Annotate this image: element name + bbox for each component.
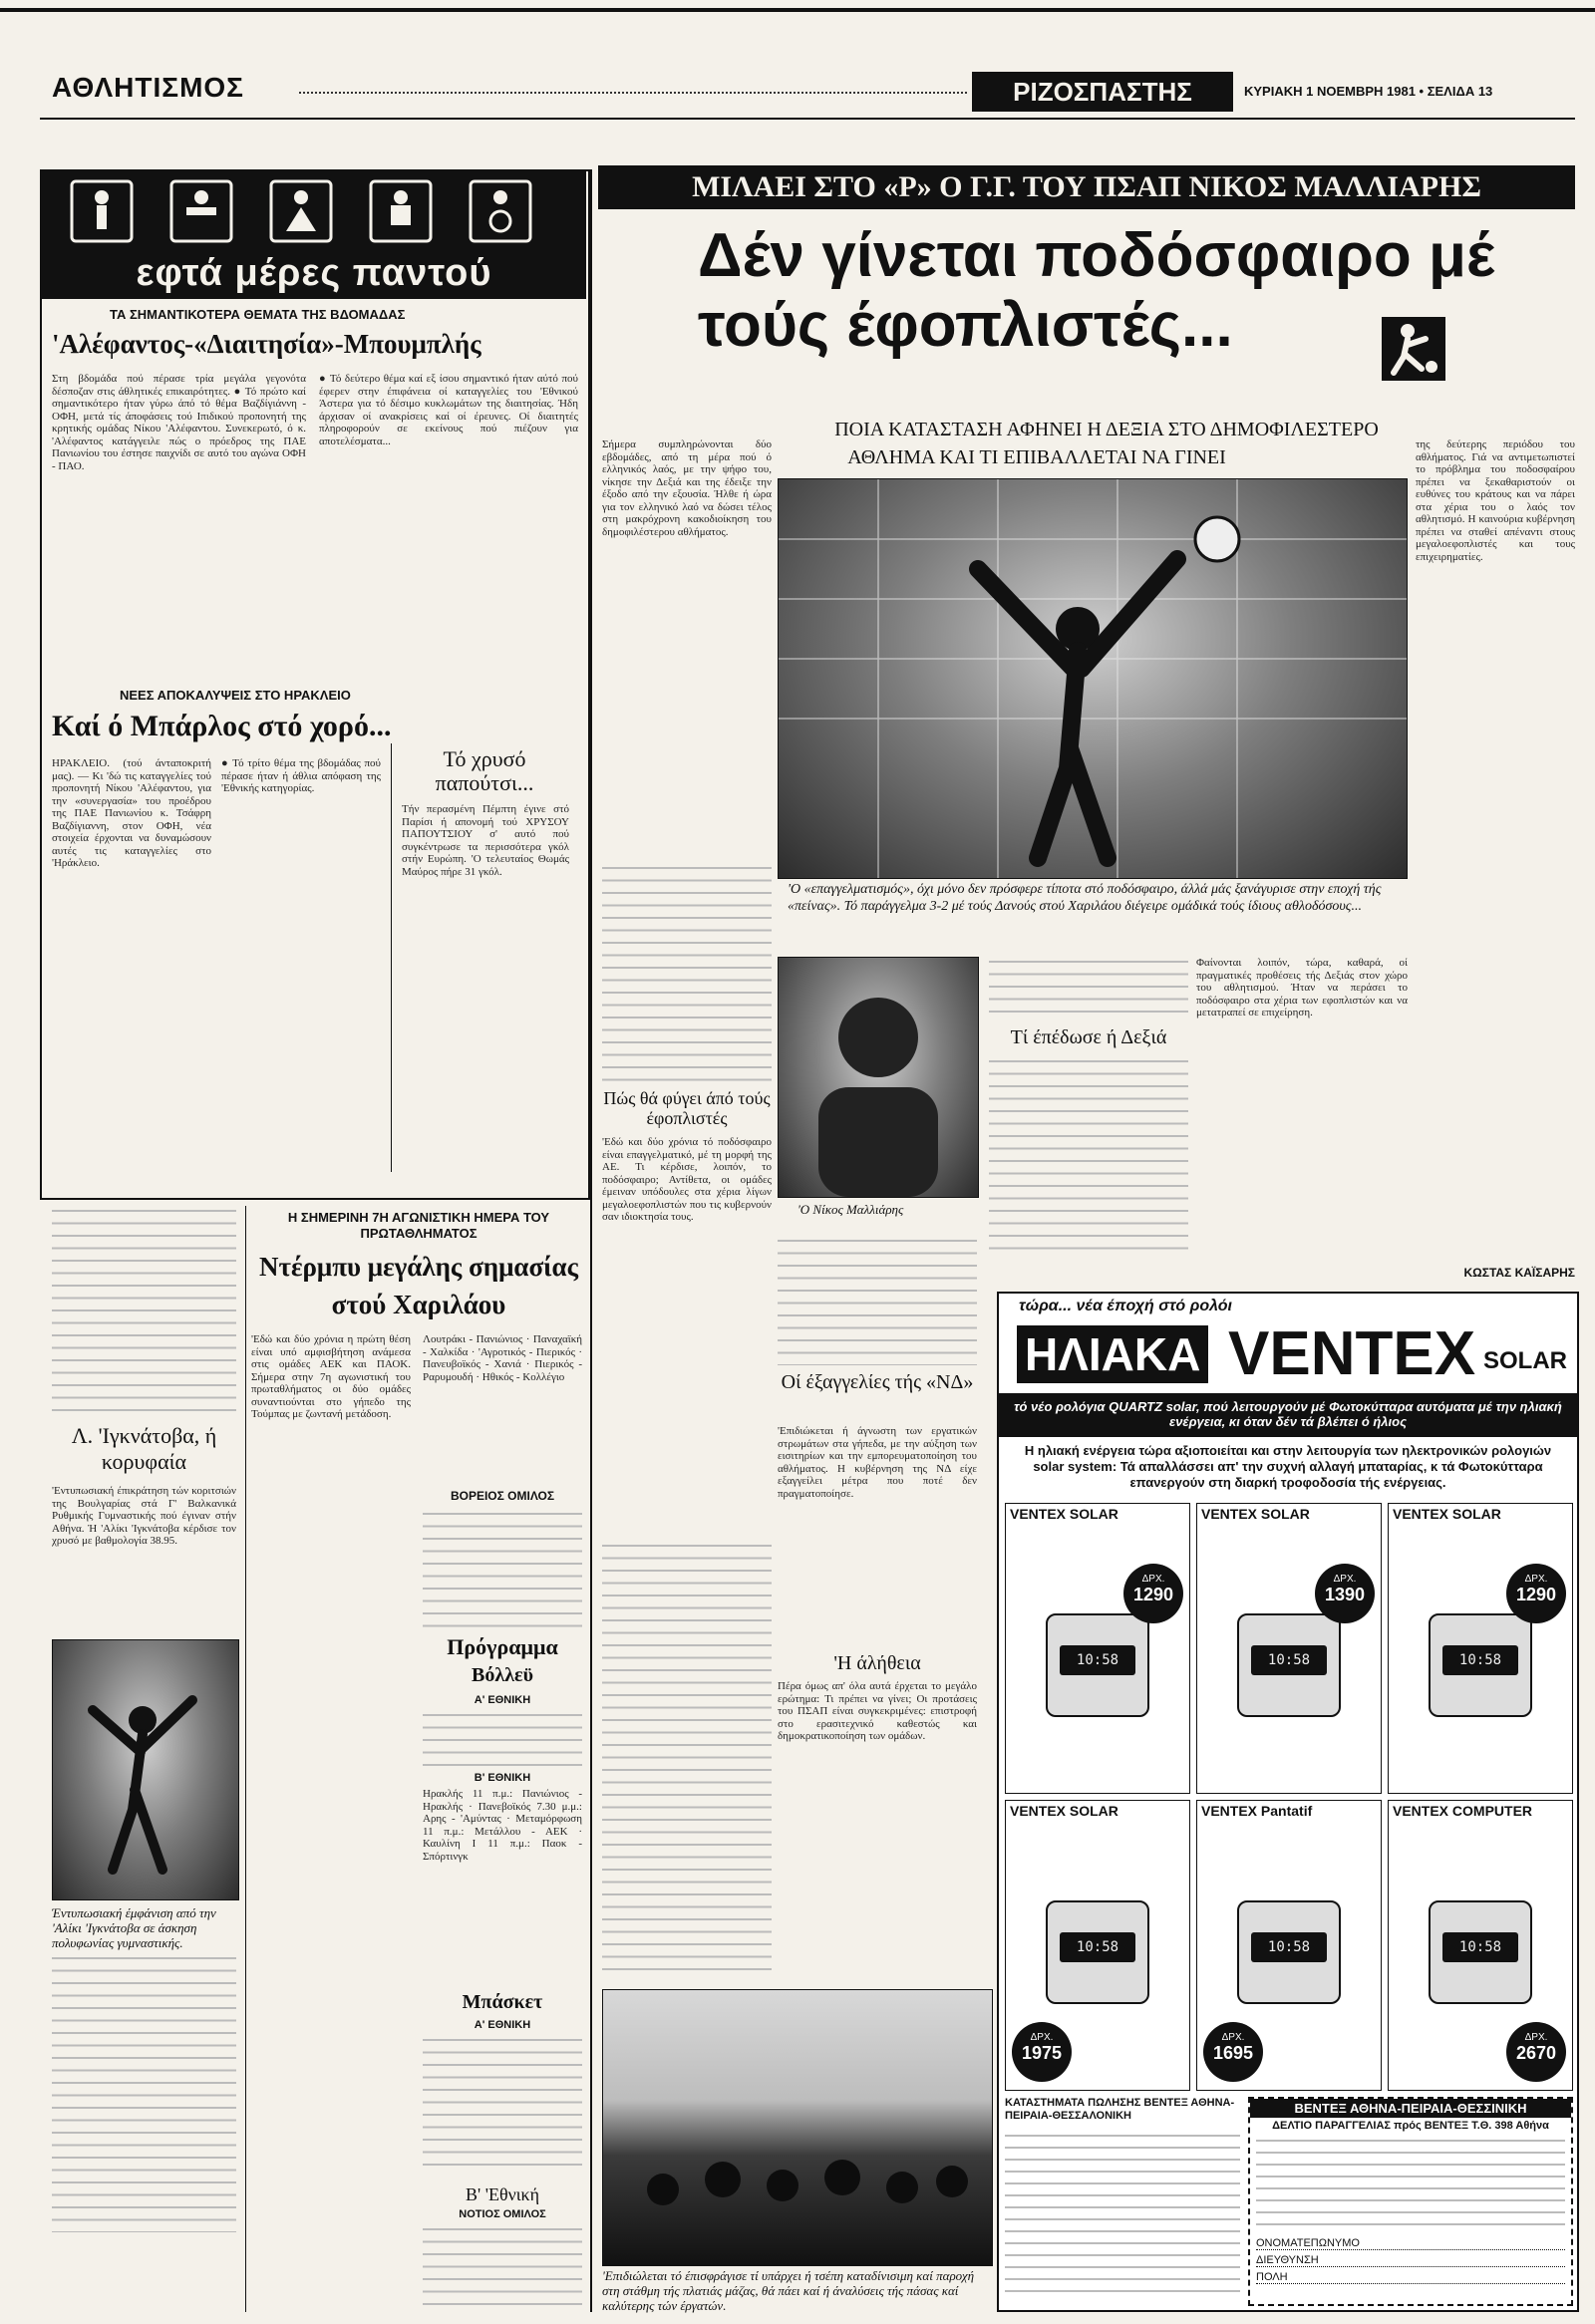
goalkeeper-photo — [778, 478, 1408, 879]
southern-group-title: ΝΟΤΙΟΣ ΟΜΙΛΟΣ — [459, 2208, 546, 2220]
watch-6-currency: ΔΡΧ. — [1524, 2032, 1548, 2043]
q3-body: 'Επιδιώκεται ή άγνωστη των εργατικών στρωμάτων στα γήπεδα, με την αύξηση των εισιτηρίων και την εμπορευματοποίηση του αθλήματος. Η κυβέρνηση της ΝΔ είχε εξαγγείλει μέτρα που ποτέ δεν πραγματοποίησε. — [778, 1425, 977, 1500]
ignatova-body: 'Εντυπωσιακή έπικράτηση τών κοριτσιών της Βουλγαρίας στά Γ' Βαλκανικά Ρυθμικής Γυμναστικής πού έγιναν στήν Αθήνα. Ή 'Αλίκι 'Ιγκνάτοβα κέρδισε τον χρυσό με βαθμολογία 38.95. — [52, 1485, 236, 1547]
heraklion-body-col1: ΗΡΑΚΛΕΙΟ. (τού άνταποκριτή μας). — Κι 'δώ τις καταγγελίες τού προπονητή Νίκου 'Αλέφαντου, για την «συνεργασία» του προέδρου της ΠΑΕ Πανιωνίου κ. Τσάφρη Βαζδίγιαννη, στον ΟΦΗ, νέα στοιχεία έρχονται να δυναμώσουν αυτές τις καταγγελίες στο 'Ηράκλειο. — [52, 757, 211, 869]
watch-5-currency: ΔΡΧ. — [1221, 2032, 1245, 2043]
watch-3-amount: 1290 — [1515, 1585, 1557, 1604]
volley-games-a — [423, 1710, 582, 1766]
watch-2-price — [1315, 1564, 1375, 1623]
author-signature: ΚΩΣΤΑΣ ΚΑΪΣΑΡΗΣ — [1463, 1266, 1575, 1280]
section-title: ΑΘΛΗΤΙΣΜΟΣ — [52, 72, 244, 103]
weekly-body-col1: Στη βδομάδα πού πέρασε τρία μεγάλα γεγονότα δέσποζαν στις άθλητικές επικαιρότητες. ● Τό πρώτο καί σημαντικότερο ήταν γύρω άπό τό θέμα Βαζδίγιάννη - ΟΦΗ, μετά τίς άποφάσεις τού Ιπιδικού προπονητή της κρητικής ομάδας Νίκου 'Αλέφαντου. Συνεκερωτό, ό κ. 'Αλέφαντος κατάγγειλε πώς ο πρόεδρος της ΠΑΕ Πανιωνίου του έστησε παιχνίδι σε αυτό του αγώνα ΟΦΗ - ΠΑΟ. — [52, 373, 306, 472]
q2-body-more — [989, 1056, 1188, 1256]
ignatova-caption: Έντυπωσιακή έμφάνιση από την 'Αλίκι 'Ιγκνάτοβα σε άσκηση πολυφωνίας γυμναστικής. — [52, 1905, 216, 1950]
watch-4-image — [1046, 1900, 1149, 2004]
crowd-icon — [603, 1990, 992, 2265]
volley-games-b: Ηρακλής 11 π.μ.: Πανιώνιος - Ηρακλής · Πανεβοϊκός 7.30 μ.μ.: Αρης - 'Αμύντας · Μεταμόρφωση 11 π.μ.: Μετάλλου - ΑΕΚ · Καυλίνη Ι 11 π.μ.: Παοκ - Σπόρτινγκ — [423, 1788, 582, 1863]
heraklion-headline: Καί ό Μπάρλος στό χορό... — [52, 710, 392, 742]
northern-group-title: ΒΟΡΕΙΟΣ ΟΜΙΛΟΣ — [450, 1489, 555, 1503]
ad-subline: Η ηλιακή ενέργεια τώρα αξιοποιείται και στην λειτουργία των ηλεκτρονικών ρολογιών solar system: Τά απαλλάσσει απ' την συχνή αλλαγή μπαταρίας, κ τά Φωτοκύτταρα επανεργούν στη διαρκή τροφοδοσία τής ενέργειας. — [1024, 1443, 1552, 1490]
basketball-title: Μπάσκετ — [462, 1991, 543, 2013]
sports-pictogram-banner — [42, 171, 586, 251]
watch-2-currency: ΔΡΧ. — [1333, 1574, 1357, 1585]
goalkeeper-icon — [779, 479, 1407, 878]
basketball-league-a: Α' ΕΘΝΙΚΗ — [474, 2019, 531, 2031]
main-col1 — [602, 863, 772, 1082]
weekly-body-col2: ● Τό δεύτερο θέμα καί εξ ίσου σημαντικό ήταν αύτό πού έφερεν στην έπιφάνεια οί καταγγελίες του 'Εθνικού Άστερα για τό δέσιμο κυκλωμάτων της διαιτησίας. Ήδη άρχισαν οί ανακρίσεις καί οί έρευνες. Οί διαιτητές πληροφορούν σε εκείνους πού πιέζουν για αποτελέσματα... — [319, 373, 578, 447]
q2-body: Φαίνονται λοιπόν, τώρα, καθαρά, οί πραγματικές προθέσεις τής Δεξιάς στον χώρο του αθλητισμού. Ήταν να περάσει το ποδόσφαιρο στα χέρια των εφοπλιστών και να μετατραπεί σε επιχείρηση. — [1196, 957, 1408, 1018]
football-player-icon — [1382, 317, 1445, 381]
main-col3 — [778, 1236, 977, 1365]
southern-group-games — [423, 2224, 582, 2312]
ignatova-body-more — [52, 1953, 236, 2232]
basketball-league-b: Β' 'Εθνική — [465, 2184, 540, 2204]
goalkeeper-caption: 'Ο «επαγγελματισμός», όχι μόνο δεν πρόσφερε τίποτα στό ποδόσφαιρο, άλλά μάς ξανάγυρισε στην εποχή τής «πείνας». Τό παράγγελμα 3-2 μέ τούς Δανούς στού Χαριλάου διέγειρε ομάδικά τούς ίδιους αθλοδόσους... — [788, 882, 1382, 914]
basketball-games-a — [423, 2035, 582, 2175]
sports-pictograms-icon — [42, 171, 586, 251]
order-address-label: ΔΙΕΥΘΥΝΣΗ — [1256, 2254, 1319, 2266]
banner-title-text: εφτά μέρες παντού — [136, 252, 492, 294]
watch-1-currency: ΔΡΧ. — [1141, 1574, 1165, 1585]
watch-2-amount: 1390 — [1324, 1585, 1366, 1604]
derby-fixtures: Λουτράκι - Πανιώνιος · Παναχαϊκή - Χαλκίδα · 'Αγροτικός - Πιερικός · Πανευβοϊκός - Χανιά · Πιερικός - Ραρυμουδή · Ηθικός - Κολλέγιο — [423, 1333, 582, 1383]
interview-kicker: ΜΙΛΑΕΙ ΣΤΟ «Ρ» Ο Γ.Γ. ΤΟΥ ΠΣΑΠ ΝΙΚΟΣ ΜΑΛΛΙΑΡΗΣ — [598, 165, 1575, 209]
volley-league-b: Β' ΕΘΝΙΚΗ — [474, 1772, 531, 1784]
main-col1-more — [602, 1541, 772, 1979]
dealers-title: ΚΑΤΑΣΤΗΜΑΤΑ ΠΩΛΗΣΗΣ ΒΕΝΤΕΞ ΑΘΗΝΑ-ΠΕΙΡΑΙΑ-ΘΕΣΣΑΛΟΝΙΚΗ — [1005, 2097, 1235, 2122]
order-city-label: ΠΟΛΗ — [1256, 2271, 1288, 2283]
derby-overline: Η ΣΗΜΕΡΙΝΗ 7Η ΑΓΩΝΙΣΤΙΚΗ ΗΜΕΡΑ ΤΟΥ ΠΡΩΤΑΘΛΗΜΑΤΟΣ — [287, 1210, 550, 1241]
watch-6-amount: 2670 — [1515, 2043, 1557, 2063]
q1-body: 'Εδώ και δύο χρόνια τό ποδόσφαιρο είναι επαγγελματικό, μέ τη μορφή της ΑΕ. Τι κέρδισε, λοιπόν, το ποδόσφαιρο; Αντίθετα, οι ομάδες έμειναν υπόδουλες στα χέρια λίγων μεγαλοεφοπλιστών που τις κυβερνούν σαν ιδιοκτησία τους. — [602, 1136, 772, 1223]
q2-title: Τί έπέδωσε ή Δεξιά — [1010, 1026, 1167, 1048]
ad-brand-suffix: SOLAR — [1483, 1347, 1567, 1374]
main-deck-1: ΠΟΙΑ ΚΑΤΑΣΤΑΣΗ ΑΦΗΝΕΙ Η ΔΕΞΙΑ ΣΤΟ ΔΗΜΟΦΙΛΕΣΤΕΡΟ — [834, 419, 1379, 440]
watch-1-price — [1123, 1564, 1183, 1623]
order-name-label: ΟΝΟΜΑΤΕΠΩΝΥΜΟ — [1256, 2237, 1360, 2249]
order-subtitle: ΔΕΛΤΙΟ ΠΑΡΑΓΓΕΛΙΑΣ πρός ΒΕΝΤΕΞ Τ.Θ. 398 Αθήνα — [1272, 2120, 1549, 2132]
watch-4-label: VENTEX SOLAR — [1010, 1803, 1118, 1819]
watch-card-6 — [1388, 1800, 1573, 2091]
watch-5-display: 10:58 — [1251, 1932, 1327, 1962]
main-col2 — [989, 957, 1188, 1017]
weekly-overline: ΤΑ ΣΗΜΑΝΤΙΚΟΤΕΡΑ ΘΕΜΑΤΑ ΤΗΣ ΒΔΟΜΑΔΑΣ — [110, 307, 406, 322]
order-address-field[interactable] — [1256, 2254, 1565, 2267]
q4-body: Πέρα όμως απ' όλα αυτά έρχεται το μεγάλο ερώτημα: Τι πρέπει να γίνει; Οι προτάσεις του ΠΣΑΠ είναι συγκεκριμένες: επιστροφή στο ερασιτεχνικό καθεστώς και δημοκρατικοποίηση των ομάδων. — [778, 1680, 977, 1742]
watch-6-price — [1506, 2022, 1566, 2082]
golden-boot-body: Τήν περασμένη Πέμπτη έγινε στό Παρίσι ή απονομή τού ΧΡΥΣΟΥ ΠΑΠΟΥΤΣΙΟΥ σ' αυτό πού συγκέντρωσε τα περισσότερα γκόλ στήν Ευρώπη. 'Ο τελευταίος Θωμάς Μαύρος πήρε 31 γκόλ. — [402, 803, 569, 878]
watch-2-image — [1237, 1613, 1341, 1717]
heraklion-overline: ΝΕΕΣ ΑΠΟΚΑΛΥΨΕΙΣ ΣΤΟ ΗΡΑΚΛΕΙΟ — [120, 688, 351, 703]
watch-card-2 — [1196, 1503, 1382, 1794]
ventex-ad — [997, 1292, 1579, 2312]
watch-2-display: 10:58 — [1251, 1645, 1327, 1675]
q4-title: 'Η άλήθεια — [833, 1652, 921, 1674]
header-dotted-rule — [299, 92, 967, 94]
watch-6-display: 10:58 — [1442, 1932, 1518, 1962]
volley-league-a: Α' ΕΘΝΙΚΗ — [474, 1694, 531, 1706]
order-lines — [1256, 2136, 1565, 2235]
person-icon — [779, 958, 978, 1197]
order-coupon[interactable] — [1248, 2097, 1573, 2306]
heraklion-body-col2: ● Τό τρίτο θέμα της βδομάδας πού πέρασε ήταν ή άθλια απόφαση της 'Εθνικής κατηγορίας. — [221, 757, 381, 794]
program-title: Πρόγραμμα — [447, 1634, 558, 1659]
watch-3-price — [1506, 1564, 1566, 1623]
main-headline-text: Δέν γίνεται ποδόσφαιρο μέ τούς έφοπλιστές... — [698, 221, 1494, 360]
watch-1-image — [1046, 1613, 1149, 1717]
q1-title: Πώς θά φύγει άπό τούς έφοπλιστές — [603, 1088, 771, 1128]
order-title: ΒΕΝΤΕΞ ΑΘΗΝΑ-ΠΕΙΡΑΙΑ-ΘΕΣΣΙΝΙΚΗ — [1250, 2099, 1571, 2118]
golden-boot-title: Τό χρυσό παπούτσι... — [435, 746, 534, 795]
ad-brand: VENTEX — [1228, 1319, 1476, 1388]
watch-4-display: 10:58 — [1060, 1932, 1135, 1962]
main-deck-2: ΑΘΛΗΜΑ ΚΑΙ ΤΙ ΕΠΙΒΑΛΛΕΤΑΙ ΝΑ ΓΙΝΕΙ — [847, 446, 1226, 468]
watch-1-label: VENTEX SOLAR — [1010, 1506, 1118, 1522]
derby-body: 'Εδώ και δύο χρόνια η πρώτη θέση είναι υπό αμφισβήτηση ανάμεσα στις ομάδες ΑΕΚ και ΠΑΟΚ. Σήμερα στην 7η αγωνιστική του πρωταθλήματος οι δύο ομάδες συναντιούνται στο γήπεδο της Τούμπας με ζωντανή μετάδοση. — [251, 1333, 411, 1420]
watch-4-amount: 1975 — [1021, 2043, 1063, 2063]
watch-card-1 — [1005, 1503, 1190, 1794]
watch-card-5 — [1196, 1800, 1382, 2091]
q3-title: Οί έξαγγελίες τής «ΝΔ» — [781, 1371, 974, 1393]
watch-5-image — [1237, 1900, 1341, 2004]
watch-1-amount: 1290 — [1132, 1585, 1174, 1604]
watch-6-label: VENTEX COMPUTER — [1393, 1803, 1533, 1819]
watch-3-label: VENTEX SOLAR — [1393, 1506, 1501, 1522]
northern-group-results — [423, 1509, 582, 1628]
ignatova-headline: Λ. 'Ιγκνάτοβα, ή κορυφαία — [71, 1423, 217, 1474]
watch-6-image — [1429, 1900, 1532, 2004]
stadium-photo — [602, 1989, 993, 2266]
watch-3-currency: ΔΡΧ. — [1524, 1574, 1548, 1585]
watch-2-label: VENTEX SOLAR — [1201, 1506, 1310, 1522]
derby-headline: Ντέρμπυ μεγάλης σημασίας στού Χαριλάου — [259, 1252, 578, 1319]
banner-title — [42, 251, 586, 299]
dealers-list — [1005, 2131, 1240, 2300]
watch-1-display: 10:58 — [1060, 1645, 1135, 1675]
watch-4-price — [1012, 2022, 1072, 2082]
portrait-caption: 'Ο Νίκος Μαλλιάρης — [798, 1202, 904, 1217]
watch-3-display: 10:58 — [1442, 1645, 1518, 1675]
left-continued-text — [52, 1206, 236, 1415]
main-sidebar-text: της δεύτερης περιόδου του αθλήματος. Γιά να αντιμετωπιστεί το πρόβλημα του ποδοσφαίρου πρέπει να ξεκαθαριστούν οι ευθύνες του κράτους και να πάρει στα χέρια του ο λαός τον αθλητισμό. Η καινούρια κυβέρνηση πρέπει να σταθεί απέναντι στους μεγαλοεφοπλιστές και τους επιχειρηματίες. — [1416, 438, 1575, 563]
order-name-field[interactable] — [1256, 2237, 1565, 2250]
golden-boot-box — [391, 743, 577, 1172]
watch-4-currency: ΔΡΧ. — [1030, 2032, 1054, 2043]
watch-5-price — [1203, 2022, 1263, 2082]
masthead-logo: ΡΙΖΟΣΠΑΣΤΗΣ — [972, 72, 1233, 112]
volley-title: Βόλλεϋ — [472, 1664, 533, 1686]
ad-tagline: τό νέο ρολόγια QUARTZ solar, πού λειτουργούν μέ Φωτοκύτταρα αυτόματα μέ την ηλιακή ενέργεια, κι όταν δέν τά βλέπει ό ήλιος — [999, 1393, 1577, 1437]
watch-card-3 — [1388, 1503, 1573, 1794]
watch-5-amount: 1695 — [1212, 2043, 1254, 2063]
stadium-caption: 'Επιδιώλεται τό έπισφράγισε τί υπάρχει ή τσέπη καταδίνισιμη καί παροχή στη στάθμη τής πλατιάς μάζας, θά πάει καί ή άναλύσεις τής πάσας καί καλύτερης τών έργατών. — [602, 2268, 975, 2313]
gymnast-icon — [53, 1640, 238, 1899]
malliaris-portrait — [778, 957, 979, 1198]
weekly-headline: 'Αλέφαντος-«Διαιτησία»-Μπουμπλής — [52, 329, 481, 359]
watch-5-label: VENTEX Pantatif — [1201, 1803, 1313, 1819]
watch-3-image — [1429, 1613, 1532, 1717]
date-and-page: ΚΥΡΙΑΚΗ 1 ΝΟΕΜΒΡΗ 1981 • ΣΕΛΙΔΑ 13 — [1244, 84, 1493, 99]
ad-brand-greek: ΗΛΙΑΚΑ — [1017, 1325, 1208, 1383]
order-city-field[interactable] — [1256, 2271, 1565, 2284]
watch-card-4 — [1005, 1800, 1190, 2091]
ad-brand-row — [999, 1319, 1577, 1389]
ad-kicker: τώρα... νέα έποχή στό ρολόι — [1019, 1298, 1232, 1314]
ignatova-photo — [52, 1639, 239, 1900]
football-logo — [1382, 317, 1445, 381]
page-header — [0, 0, 1595, 107]
main-intro: Σήμερα συμπληρώνονται δύο εβδομάδες, από τη μέρα πού ό ελληνικός λαός, με την ψήφο του, νίκησε την Δεξιά και της έδειξε την έξοδο από την εξουσία. Ήλθε ή ώρα για τον ελληνικό λαό να δώσει τέλος στη μακρόχρονη κακοδιοίκηση του δημοφιλέστερου αθλήματος. — [602, 438, 772, 538]
